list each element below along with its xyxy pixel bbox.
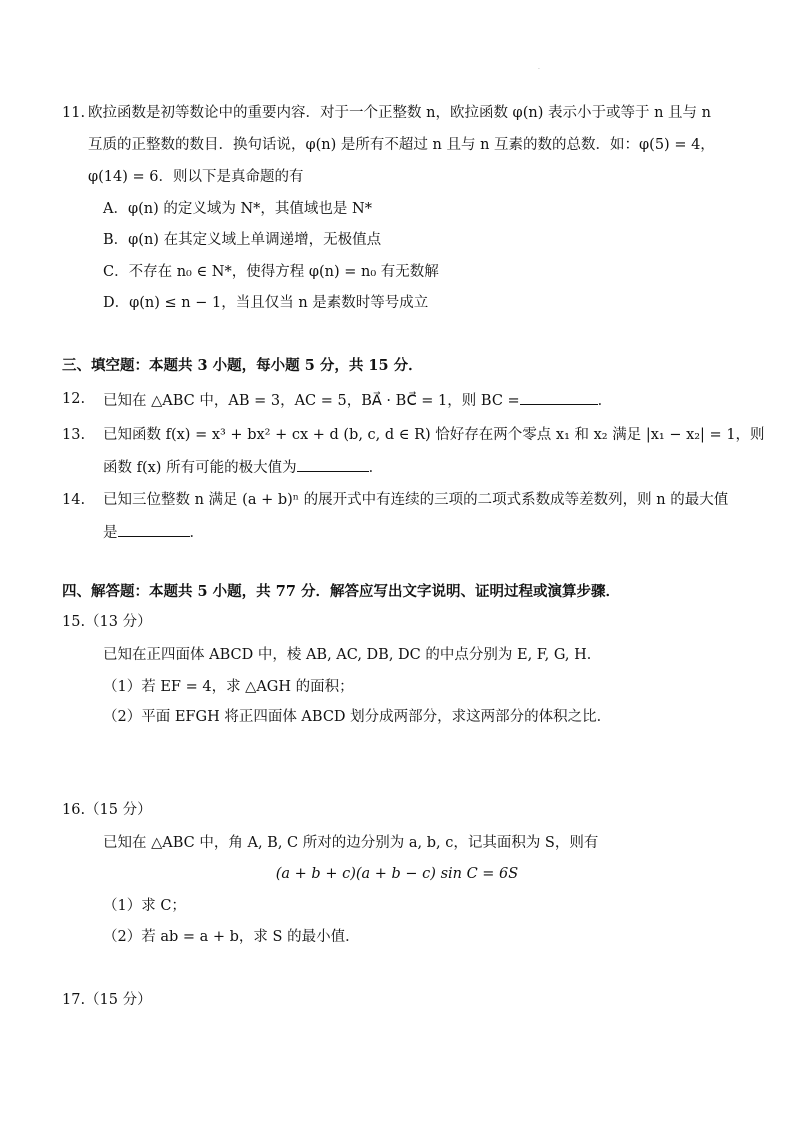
option-d: D．φ(n) ≤ n − 1，当且仅当 n 是素数时等号成立 [103,295,429,311]
question-text: 函数 f(x) 所有可能的极大值为 [103,460,297,476]
question-text-line: φ(14) = 6．则以下是真命题的有 [88,169,304,185]
question-text-line: 已知函数 f(x) = x³ + bx² + cx + d (b, c, d ∈ R) 恰好存在两个零点 x₁ 和 x₂ 满足 |x₁ − x₂| = 1，则 [103,427,765,443]
section-heading-4: 四、解答题：本题共 5 小题，共 77 分．解答应写出文字说明、证明过程或演算步骤． [62,583,620,600]
section-heading-3: 三、填空题：本题共 3 小题，每小题 5 分，共 15 分． [62,357,423,374]
sub-question-2: （2）若 ab = a + b，求 S 的最小值． [103,929,360,945]
question-number: 14. [62,492,86,508]
question-end-mark: ． [189,525,204,541]
option-b: B．φ(n) 在其定义域上单调递增，无极值点 [103,232,382,248]
question-text-line: 互质的正整数的数目．换句话说，φ(n) 是所有不超过 n 且与 n 互素的数的总数．如：φ(5) = 4， [88,137,715,153]
question-text-line: 已知在正四面体 ABCD 中，棱 AB, AC, DB, DC 的中点分别为 E, F, G, H． [103,647,602,663]
question-number: 11. [62,105,86,121]
question-number: 16.（15 分） [62,802,152,818]
question-text: 是 [103,525,118,541]
question-text: 已知在 △ABC 中，AB = 3，AC = 5，BA⃗ · BC⃗ = 1，则 BC = [103,393,520,409]
question-end-mark: ． [597,393,613,409]
question-end-mark: ． [368,460,384,476]
question-number: 13. [62,427,86,443]
question-text-line: 已知在 △ABC 中，角 A, B, C 所对的边分别为 a, b, c，记其面积为 S，则有 [103,835,599,851]
question-number: 15.（13 分） [62,614,152,630]
answer-blank[interactable] [118,521,190,537]
option-c: C．不存在 n₀ ∈ N*，使得方程 φ(n) = n₀ 有无数解 [103,264,439,280]
question-number: 17.（15 分） [62,992,152,1008]
question-text-line: 已知三位整数 n 满足 (a + b)ⁿ 的展开式中有连续的三项的二项式系数成等差数列，则 n 的最大值 [103,492,729,508]
answer-blank[interactable] [297,456,369,472]
formula: (a + b + c)(a + b − c) sin C = 6S [275,866,519,882]
question-text-line: 欧拉函数是初等数论中的重要内容．对于一个正整数 n，欧拉函数 φ(n) 表示小于或等于 n 且与 n [88,105,711,121]
top-mark: · [538,66,540,73]
question-number: 12. [62,391,86,407]
sub-question-1: （1）若 EF = 4，求 △AGH 的面积； [103,679,354,695]
option-a: A．φ(n) 的定义域为 N*，其值域也是 N* [103,201,372,217]
sub-question-2: （2）平面 EFGH 将正四面体 ABCD 划分成两部分，求这两部分的体积之比． [103,709,612,725]
sub-question-1: （1）求 C； [103,898,186,914]
answer-blank[interactable] [520,389,598,405]
